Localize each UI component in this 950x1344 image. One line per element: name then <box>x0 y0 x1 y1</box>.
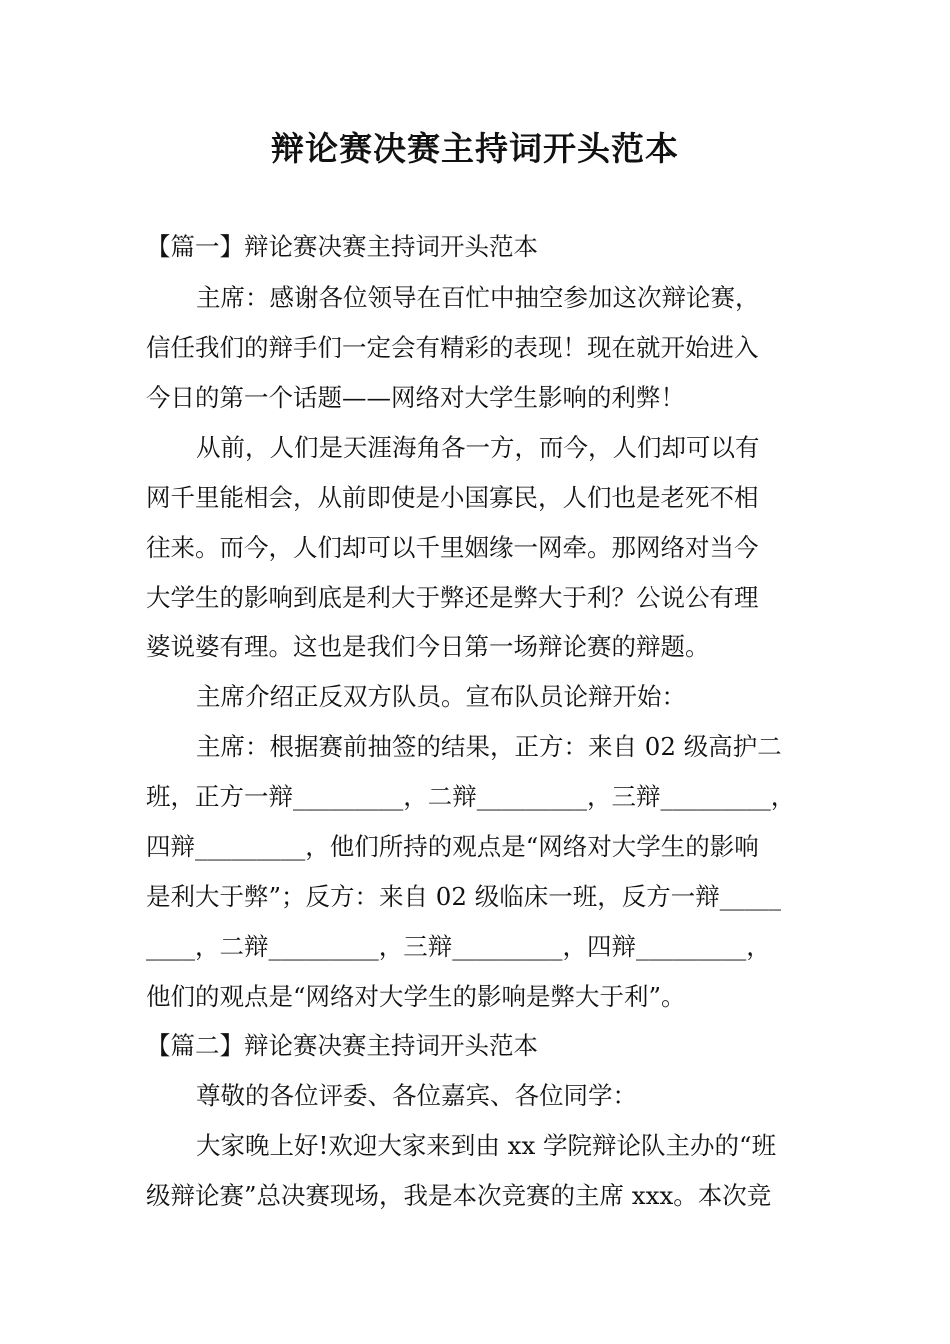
section-heading-1: 【篇一】辩论赛决赛主持词开头范本 <box>146 232 538 261</box>
paragraph-line: 今日的第一个话题——网络对大学生影响的利弊！ <box>146 383 685 412</box>
paragraph-line: 四辩_________，他们所持的观点是“网络对大学生的影响 <box>146 832 759 861</box>
paragraph-line: 尊敬的各位评委、各位嘉宾、各位同学： <box>196 1081 637 1110</box>
paragraph-line: 往来。而今，人们却可以千里姻缘一网牵。那网络对当今 <box>146 533 759 562</box>
paragraph-line: 网千里能相会，从前即使是小国寡民，人们也是老死不相 <box>146 483 759 512</box>
paragraph-line: 婆说婆有理。这也是我们今日第一场辩论赛的辩题。 <box>146 632 710 661</box>
paragraph-line: 主席：感谢各位领导在百忙中抽空参加这次辩论赛， <box>196 283 760 312</box>
paragraph-line: 主席：根据赛前抽签的结果，正方：来自 02 级高护二 <box>196 732 782 761</box>
paragraph-line: 大家晚上好!欢迎大家来到由 xx 学院辩论队主办的“班 <box>196 1131 777 1160</box>
section-heading-2: 【篇二】辩论赛决赛主持词开头范本 <box>146 1031 538 1060</box>
paragraph-line: 级辩论赛”总决赛现场，我是本次竞赛的主席 xxx。本次竞 <box>146 1181 772 1210</box>
paragraph-line: 从前，人们是天涯海角各一方，而今，人们却可以有 <box>196 433 760 462</box>
paragraph-line: 信任我们的辩手们一定会有精彩的表现！现在就开始进入 <box>146 333 759 362</box>
paragraph-line: 是利大于弊”；反方：来自 02 级临床一班，反方一辩_____ <box>146 882 782 911</box>
paragraph-line: 他们的观点是“网络对大学生的影响是弊大于利”。 <box>146 982 686 1011</box>
paragraph-line: 大学生的影响到底是利大于弊还是弊大于利？公说公有理 <box>146 583 759 612</box>
paragraph-line: 班，正方一辩_________，二辩_________，三辩_________， <box>146 782 796 811</box>
paragraph-line: 主席介绍正反双方队员。宣布队员论辩开始： <box>196 682 686 711</box>
paragraph-line: ____，二辩_________，三辩_________，四辩_________， <box>146 932 771 961</box>
document-title: 辩论赛决赛主持词开头范本 <box>271 129 679 168</box>
